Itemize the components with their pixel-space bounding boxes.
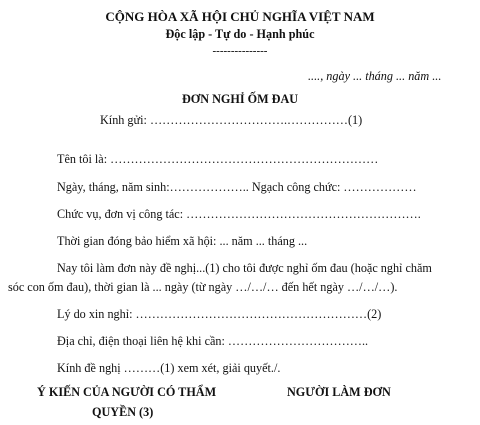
national-title: CỘNG HÒA XÃ HỘI CHỦ NGHĨA VIỆT NAM xyxy=(105,9,375,24)
motto: Độc lập - Tự do - Hạnh phúc xyxy=(165,27,315,41)
date-line: ...., ngày ... tháng ... năm ... xyxy=(308,69,442,83)
request-line-1: Nay tôi làm đơn này đề nghị...(1) cho tôi được nghỉ ốm đau (hoặc nghỉ chăm xyxy=(57,261,432,275)
authority-signature-title: Ý KIẾN CỦA NGƯỜI CÓ THẨM xyxy=(37,385,217,399)
reason-field: Lý do xin nghỉ: …………………………………………………(2) xyxy=(57,307,382,321)
closing-line: Kính đề nghị ………(1) xem xét, giải quyết./. xyxy=(57,361,281,375)
contact-field: Địa chỉ, điện thoại liên hệ khi cần: …………………………….. xyxy=(57,334,369,348)
authority-signature-title-cont: QUYỀN (3) xyxy=(92,405,154,419)
position-field: Chức vụ, đơn vị công tác: …………………………………………………. xyxy=(57,207,421,221)
form-title: ĐƠN NGHỈ ỐM ĐAU xyxy=(181,92,299,106)
name-field: Tên tôi là: ………………………………………………………… xyxy=(57,152,379,166)
dob-rank-field: Ngày, tháng, năm sinh:……………….. Ngạch công chức: ……………… xyxy=(57,180,417,194)
request-line-2: sóc con ốm đau), thời gian là ... ngày (từ ngày …/…/… đến hết ngày …/…/…). xyxy=(8,280,398,294)
applicant-signature-title: NGƯỜI LÀM ĐƠN xyxy=(287,385,391,399)
header-rule: --------------- xyxy=(212,45,268,57)
addressee-line: Kính gửi: …………………………….……………(1) xyxy=(100,113,363,127)
insurance-field: Thời gian đóng bảo hiểm xã hội: ... năm ... tháng ... xyxy=(57,234,308,248)
